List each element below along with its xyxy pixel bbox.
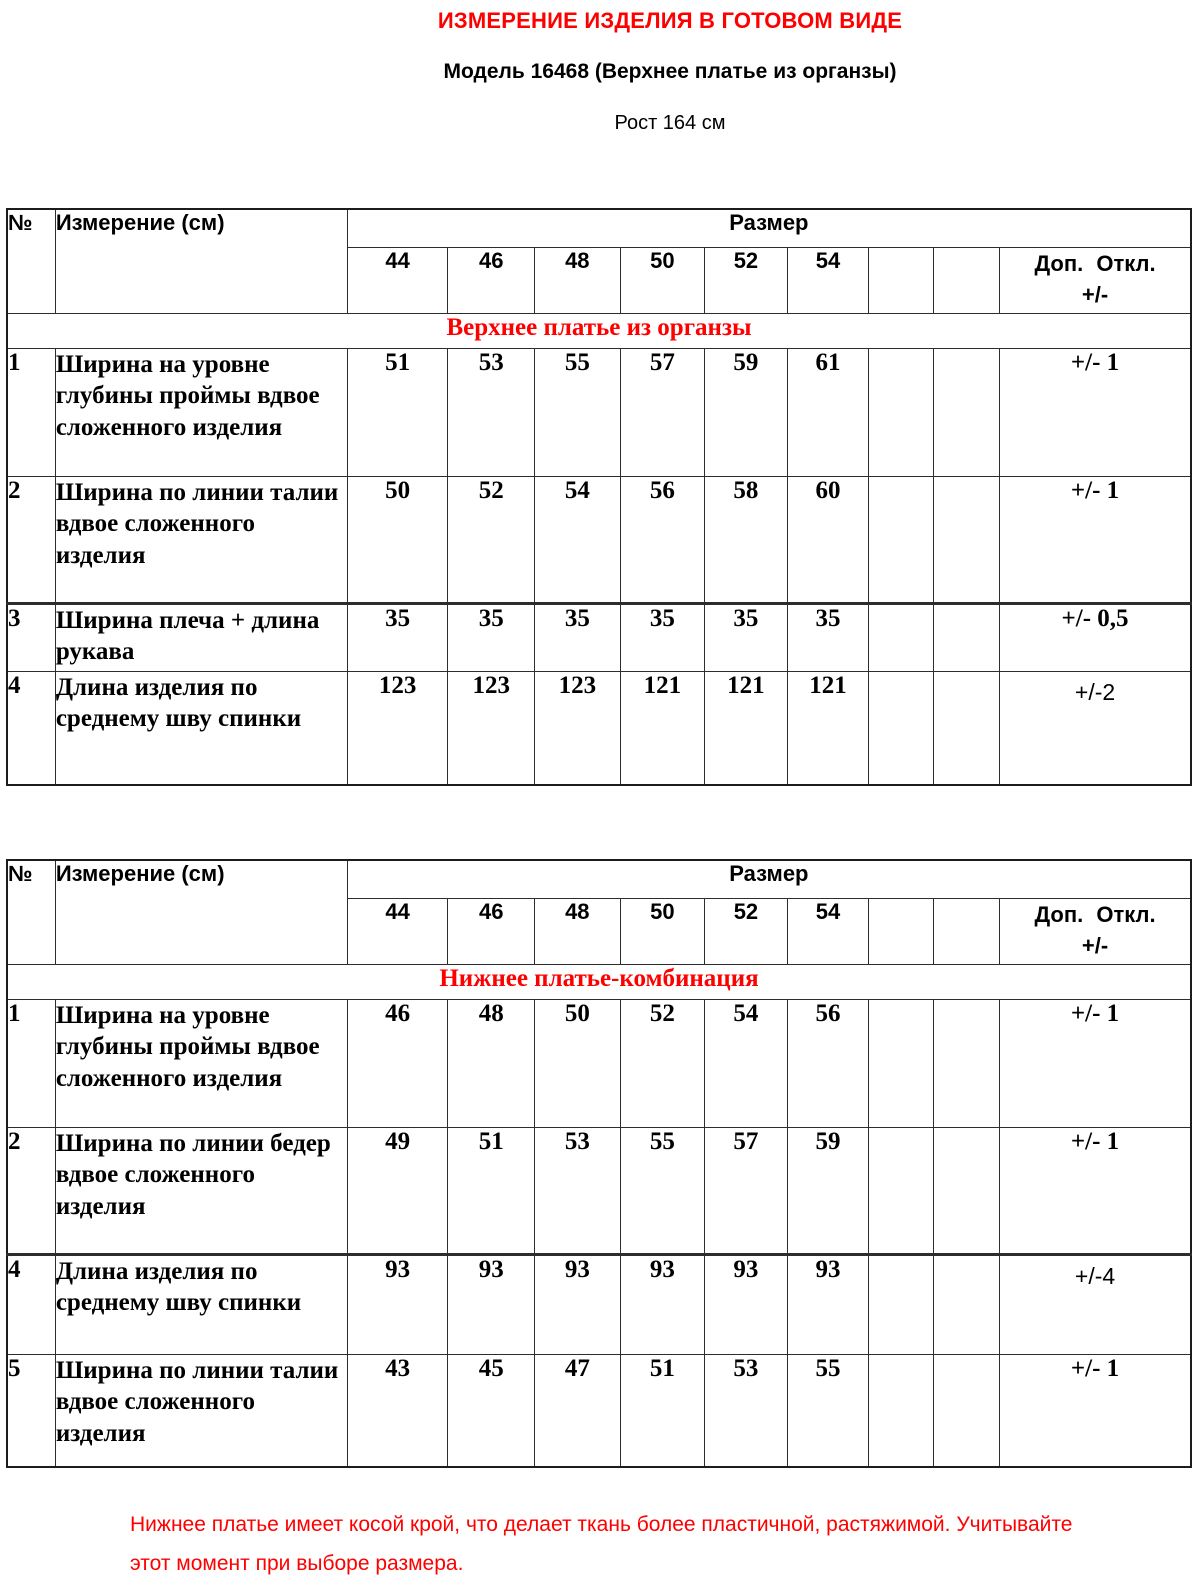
section-header-row xyxy=(7,313,1191,348)
tolerance-value: +/-2 xyxy=(1000,671,1191,785)
size-value xyxy=(869,671,933,785)
row-number: 2 xyxy=(7,1127,55,1254)
size-value xyxy=(933,1354,999,1467)
table-row xyxy=(7,348,1191,476)
column-header-size-46: 46 xyxy=(448,247,535,313)
tolerance-value: +/- 1 xyxy=(1000,348,1191,476)
size-value: 49 xyxy=(347,1127,448,1254)
height-note: Рост 164 см xyxy=(614,112,726,134)
size-value: 55 xyxy=(620,1127,705,1254)
model-subtitle: Модель 16468 (Верхнее платье из органзы) xyxy=(443,60,897,83)
size-value: 121 xyxy=(620,671,705,785)
tolerance-value: +/- 1 xyxy=(1000,999,1191,1127)
size-value: 123 xyxy=(448,671,535,785)
row-number: 3 xyxy=(7,603,55,671)
measurement-name: Длина изделия по среднему шву спинки xyxy=(55,1254,347,1354)
column-header-size-46: 46 xyxy=(448,898,535,964)
size-value: 43 xyxy=(347,1354,448,1467)
size-value: 54 xyxy=(705,999,788,1127)
size-value: 123 xyxy=(535,671,621,785)
tolerance-header-line2: +/- xyxy=(1081,281,1109,307)
column-header-size-48: 48 xyxy=(535,898,621,964)
tolerance-value: +/- 1 xyxy=(1000,1127,1191,1254)
size-value: 47 xyxy=(535,1354,621,1467)
size-value: 51 xyxy=(620,1354,705,1467)
size-value: 35 xyxy=(620,603,705,671)
size-value: 60 xyxy=(787,476,869,603)
row-number: 5 xyxy=(7,1354,55,1467)
size-value xyxy=(933,1127,999,1254)
column-header-empty-2 xyxy=(933,247,999,313)
measurement-name: Длина изделия по среднему шву спинки xyxy=(55,671,347,785)
measurement-name: Ширина плеча + длина рукава xyxy=(55,603,347,671)
section-header-row xyxy=(7,964,1191,999)
tolerance-value: +/- 0,5 xyxy=(1000,603,1191,671)
size-value: 45 xyxy=(448,1354,535,1467)
table-row xyxy=(7,1254,1191,1354)
table-row xyxy=(7,1354,1191,1467)
size-value: 48 xyxy=(448,999,535,1127)
column-header-size-group: Размер xyxy=(347,209,1191,247)
size-value xyxy=(933,476,999,603)
size-value: 57 xyxy=(620,348,705,476)
measurement-name: Ширина на уровне глубины проймы вдвое сложенного изделия xyxy=(55,999,347,1127)
size-value: 121 xyxy=(705,671,788,785)
size-value: 93 xyxy=(448,1254,535,1354)
size-value: 93 xyxy=(347,1254,448,1354)
size-value xyxy=(933,348,999,476)
column-header-number: № xyxy=(7,209,55,313)
size-value xyxy=(933,1254,999,1354)
section-title: Нижнее платье-комбинация xyxy=(7,964,1191,999)
size-value: 35 xyxy=(347,603,448,671)
document-header xyxy=(140,8,1200,135)
column-header-size-54: 54 xyxy=(787,898,869,964)
size-value: 57 xyxy=(705,1127,788,1254)
column-header-size-50: 50 xyxy=(620,898,705,964)
footer-note: Нижнее платье имеет косой крой, что делает ткань более пластичной, растяжимой. Учитывайте этот момент при выборе размера. xyxy=(130,1513,1073,1575)
size-value xyxy=(933,603,999,671)
size-value: 35 xyxy=(705,603,788,671)
measurement-name: Ширина по линии бедер вдвое сложенного изделия xyxy=(55,1127,347,1254)
size-value: 51 xyxy=(347,348,448,476)
size-value xyxy=(869,999,933,1127)
section-title: Верхнее платье из органзы xyxy=(7,313,1191,348)
column-header-tolerance xyxy=(1000,898,1191,964)
size-value: 61 xyxy=(787,348,869,476)
size-value: 35 xyxy=(787,603,869,671)
tolerance-value: +/- 1 xyxy=(1000,1354,1191,1467)
tolerance-header-line1: Доп. Откл. xyxy=(1034,901,1156,927)
size-value: 93 xyxy=(620,1254,705,1354)
size-value: 59 xyxy=(705,348,788,476)
column-header-empty-1 xyxy=(869,898,933,964)
measurement-name: Ширина на уровне глубины проймы вдвое сложенного изделия xyxy=(55,348,347,476)
size-value: 35 xyxy=(535,603,621,671)
size-value: 52 xyxy=(620,999,705,1127)
row-number: 4 xyxy=(7,1254,55,1354)
size-value: 51 xyxy=(448,1127,535,1254)
size-value xyxy=(869,476,933,603)
table-row xyxy=(7,671,1191,785)
table-header-row xyxy=(7,209,1191,247)
size-value xyxy=(869,603,933,671)
size-value: 123 xyxy=(347,671,448,785)
size-value: 93 xyxy=(535,1254,621,1354)
table-header-row xyxy=(7,860,1191,898)
column-header-measurement: Измерение (см) xyxy=(55,860,347,964)
size-value xyxy=(869,1127,933,1254)
size-value: 59 xyxy=(787,1127,869,1254)
tolerance-value: +/-4 xyxy=(1000,1254,1191,1354)
size-value: 50 xyxy=(535,999,621,1127)
size-value xyxy=(869,348,933,476)
measurement-table-lower-dress xyxy=(6,859,1192,1468)
size-value xyxy=(869,1254,933,1354)
column-header-size-50: 50 xyxy=(620,247,705,313)
row-number: 2 xyxy=(7,476,55,603)
size-value: 53 xyxy=(705,1354,788,1467)
size-value: 52 xyxy=(448,476,535,603)
row-number: 4 xyxy=(7,671,55,785)
size-value xyxy=(933,999,999,1127)
column-header-empty-2 xyxy=(933,898,999,964)
measurement-name: Ширина по линии талии вдвое сложенного изделия xyxy=(55,476,347,603)
column-header-size-48: 48 xyxy=(535,247,621,313)
size-value: 121 xyxy=(787,671,869,785)
table-row xyxy=(7,476,1191,603)
size-value: 58 xyxy=(705,476,788,603)
table-row xyxy=(7,1127,1191,1254)
size-value: 56 xyxy=(787,999,869,1127)
size-value xyxy=(869,1354,933,1467)
column-header-empty-1 xyxy=(869,247,933,313)
page-title: ИЗМЕРЕНИЕ ИЗДЕЛИЯ В ГОТОВОМ ВИДЕ xyxy=(437,8,903,33)
column-header-size-44: 44 xyxy=(347,247,448,313)
tolerance-value: +/- 1 xyxy=(1000,476,1191,603)
size-value: 55 xyxy=(535,348,621,476)
column-header-size-group: Размер xyxy=(347,860,1191,898)
size-value: 93 xyxy=(705,1254,788,1354)
measurement-name: Ширина по линии талии вдвое сложенного изделия xyxy=(55,1354,347,1467)
row-number: 1 xyxy=(7,348,55,476)
size-value xyxy=(933,671,999,785)
tolerance-header-line1: Доп. Откл. xyxy=(1034,250,1156,276)
size-value: 53 xyxy=(535,1127,621,1254)
size-value: 93 xyxy=(787,1254,869,1354)
column-header-size-54: 54 xyxy=(787,247,869,313)
row-number: 1 xyxy=(7,999,55,1127)
column-header-number: № xyxy=(7,860,55,964)
size-value: 50 xyxy=(347,476,448,603)
measurement-table-upper-dress xyxy=(6,208,1192,786)
table-row xyxy=(7,999,1191,1127)
size-value: 55 xyxy=(787,1354,869,1467)
size-value: 35 xyxy=(448,603,535,671)
table-row xyxy=(7,603,1191,671)
size-value: 56 xyxy=(620,476,705,603)
column-header-measurement: Измерение (см) xyxy=(55,209,347,313)
column-header-size-52: 52 xyxy=(705,898,788,964)
size-value: 46 xyxy=(347,999,448,1127)
column-header-size-44: 44 xyxy=(347,898,448,964)
tolerance-header-line2: +/- xyxy=(1081,932,1109,958)
size-value: 53 xyxy=(448,348,535,476)
column-header-size-52: 52 xyxy=(705,247,788,313)
size-value: 54 xyxy=(535,476,621,603)
column-header-tolerance xyxy=(1000,247,1191,313)
